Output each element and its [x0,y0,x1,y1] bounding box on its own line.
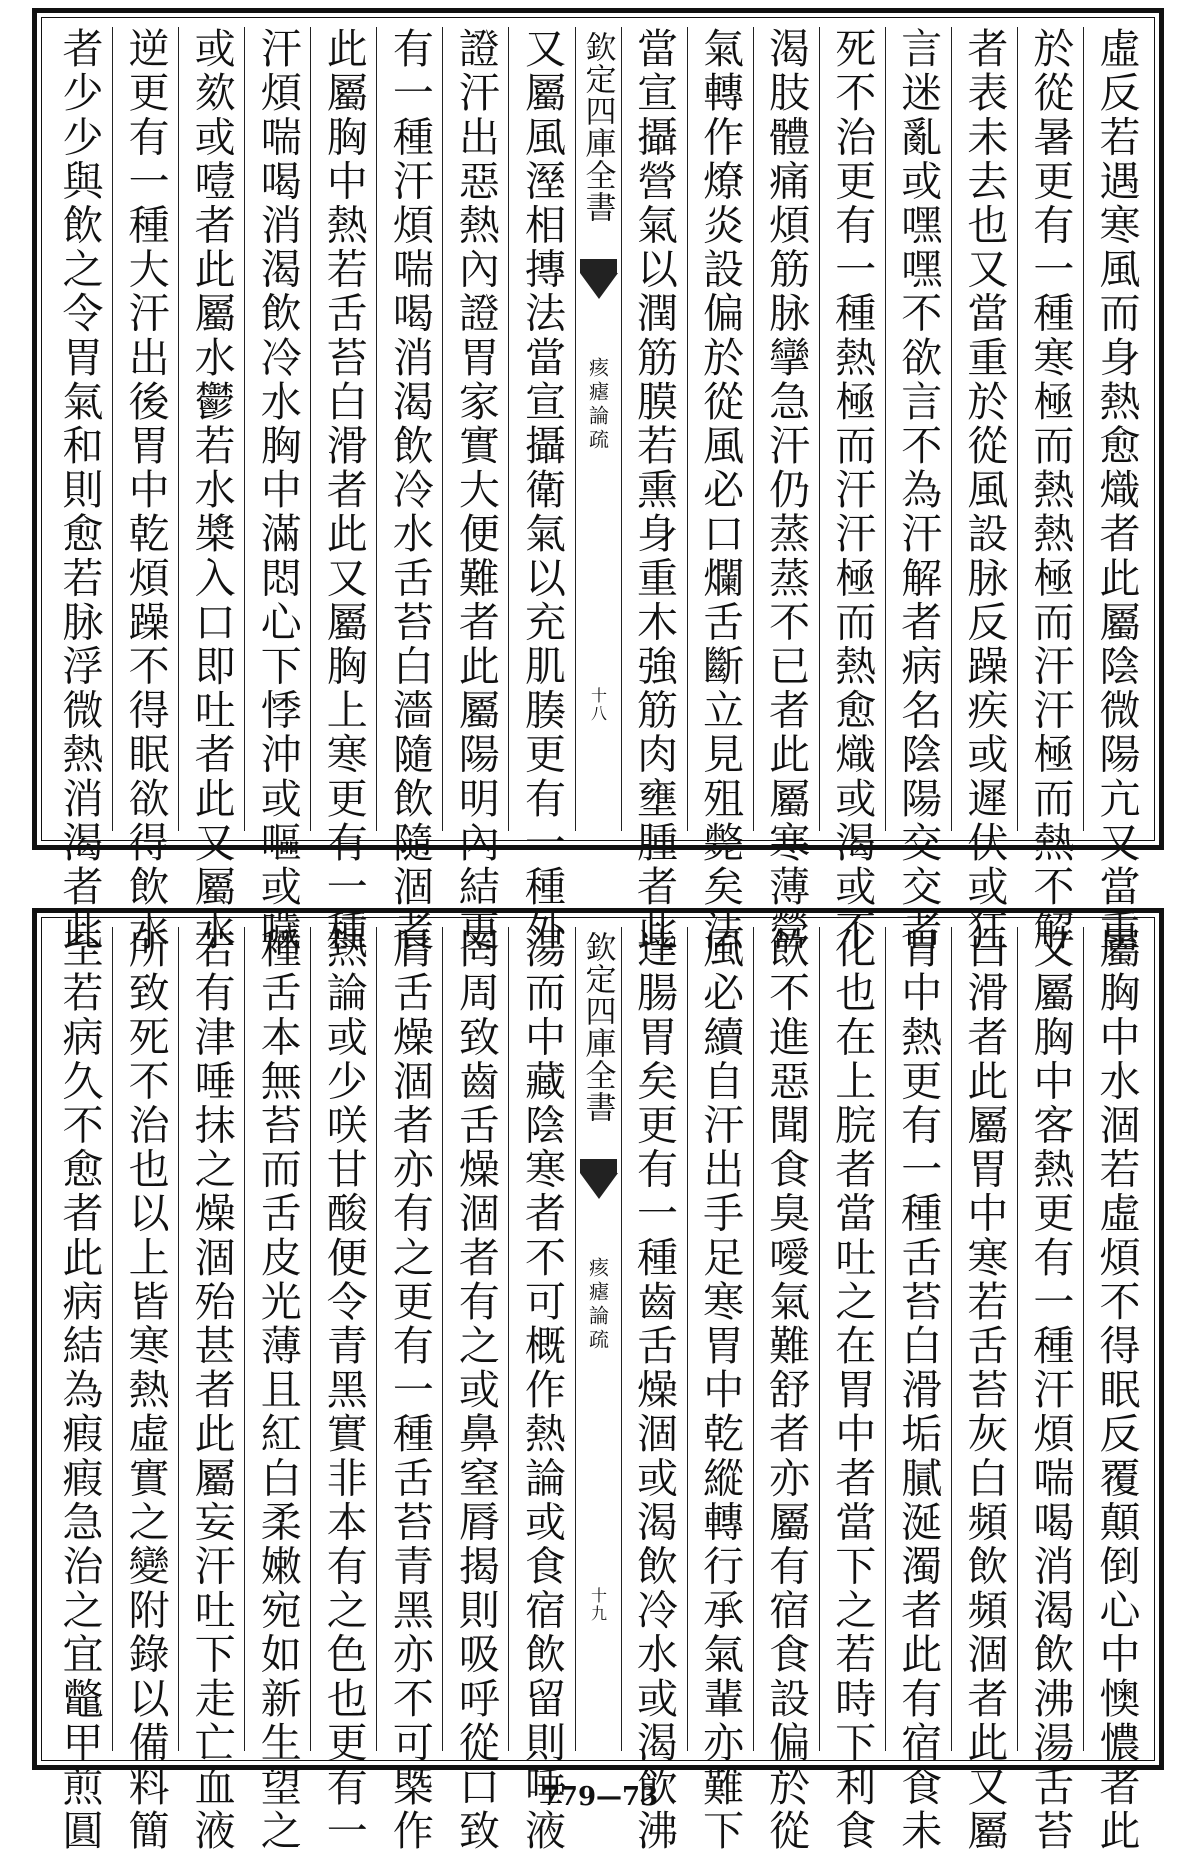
column-text: 化也在上脘者當吐之在胃中者當下之若時下利食 [828,927,877,1853]
text-column [244,927,310,1853]
text-column [885,927,951,1853]
column-text: 所致死不治也以上皆寒熱虛實之變附錄以備料簡 [121,927,170,1853]
text-column [1083,927,1149,1853]
text-column [442,927,508,1853]
column-text: 風必續自汗出手足寒胃中乾縱轉行承氣輩亦難下 [696,927,745,1853]
column-text: 於從暑更有一種寒極而熱熱極而汗汗極而熱不解 [1026,27,1075,954]
column-text: 熱論或少咲甘酸便令青黑實非本有之色也更有一 [319,927,368,1853]
running-title: 欽定四庫全書 [579,31,616,223]
column-text: 逆更有一種大汗出後胃中乾煩躁不得眠欲得飲水 [121,27,170,954]
text-column [178,927,244,1853]
running-title: 欽定四庫全書 [579,931,616,1123]
column-text: 白滑者此屬胃中寒若舌苔灰白頻飲頻涸者此又屬 [960,927,1009,1853]
fishtail-mark [580,259,617,303]
text-column [178,27,244,954]
book-title: 痎瘧論疏 [585,1257,610,1353]
column-text: 此屬胸中熱若舌苔白滑者此又屬胸上寒更有一種 [319,27,368,954]
column-text: 又屬風溼相摶法當宣攝衛氣以充肌腠更有一種外 [517,27,566,954]
text-column [687,27,753,954]
column-text: 死不治更有一種熱極而汗汗極而熱愈熾或渴或不 [828,27,877,954]
text-column [244,27,310,954]
fishtail-mark [580,1159,617,1203]
center-fold [575,27,621,831]
text-column [753,927,819,1853]
column-text: 虛反若遇寒風而身熱愈熾者此屬陰微陽亢又當重 [1092,27,1141,954]
text-column [753,27,819,954]
column-text: 胃中熱更有一種舌苔白滑垢膩涎濁者此有宿食未 [894,927,943,1853]
column-text: 汗煩喘喝消渴飲冷水胸中滿悶心下悸沖或嘔或噦 [253,27,302,954]
column-text: 罔周致齒舌燥涸者有之或鼻窒脣揭則吸呼從口致 [451,927,500,1853]
text-column [310,927,376,1853]
column-text: 若有津唾抹之燥涸殆甚者此屬妄汗吐下走亡血液 [187,927,236,1853]
text-column [621,927,687,1853]
column-text: 當宣攝營氣以潤筋膜若熏身重木強筋肉壅腫者此 [630,27,679,954]
text-column [442,27,508,954]
column-text: 氣轉作燎炎設偏於從風必口爛舌斷立見殂斃矣法 [696,27,745,954]
book-title: 痎瘧論疏 [585,357,610,453]
text-column [376,927,442,1853]
folio-number: 十八 [588,687,608,723]
column-text: 者表未去也又當重於從風設脉反躁疾或遲伏或狂 [960,27,1009,954]
page-number: 779—73 [541,1782,659,1812]
text-column [112,927,178,1853]
column-text: 脣舌燥涸者亦有之更有一種舌苔青黑亦不可槩作 [385,927,434,1853]
column-text: 達腸胃矣更有一種齒舌燥涸或渴飲冷水或渴飲沸 [630,927,679,1853]
text-column [1017,927,1083,1853]
column-text: 證汗出惡熱內證胃家實大便難者此屬陽明內結更 [451,27,500,954]
text-column [951,927,1017,1853]
column-text: 種舌本無苔而舌皮光薄且紅白柔嫩宛如新生望之 [253,927,302,1853]
text-column [819,27,885,954]
text-column [508,927,574,1853]
column-text: 至若病久不愈者此病結為瘕瘕急治之宜鼈甲煎圓 [55,927,104,1853]
column-text: 或欬或噎者此屬水鬱若水槳入口即吐者此又屬水 [187,27,236,954]
center-fold [575,927,621,1751]
column-text: 渴肢體痛煩筋脉攣急汗仍蒸蒸不已者此屬寒薄營 [762,27,811,954]
column-text: 又屬胸中客熱更有一種汗煩喘喝消渴飲沸湯舌苔 [1026,927,1075,1853]
leaf-top [32,8,1164,954]
text-column [621,27,687,954]
text-column [1017,27,1083,954]
column-text: 有一種汗煩喘喝消渴飲冷水舌苔白濇隨飲隨涸者 [385,27,434,954]
columns-top [47,27,1149,954]
folio-number: 十九 [588,1587,608,1623]
column-text: 湯而中藏陰寒者不可概作熱論或食宿飲留則唾液 [517,927,566,1853]
text-column [819,927,885,1853]
text-column [376,27,442,954]
column-text: 飲不進惡聞食臭噯氣難舒者亦屬有宿食設偏於從 [762,927,811,1853]
text-column [951,27,1017,954]
column-text: 言迷亂或嘿嘿不欲言不為汗解者病名陰陽交交者 [894,27,943,954]
text-column [508,27,574,954]
text-column [47,927,112,1853]
column-text: 者少少與飲之令胃氣和則愈若脉浮微熱消渴者此 [55,27,104,954]
text-column [112,27,178,954]
text-column [885,27,951,954]
column-text: 屬胸中水涸若虛煩不得眠反覆顛倒心中懊憹者此 [1092,927,1141,1853]
text-column [47,27,112,954]
text-column [687,927,753,1853]
text-column [310,27,376,954]
text-column [1083,27,1149,954]
